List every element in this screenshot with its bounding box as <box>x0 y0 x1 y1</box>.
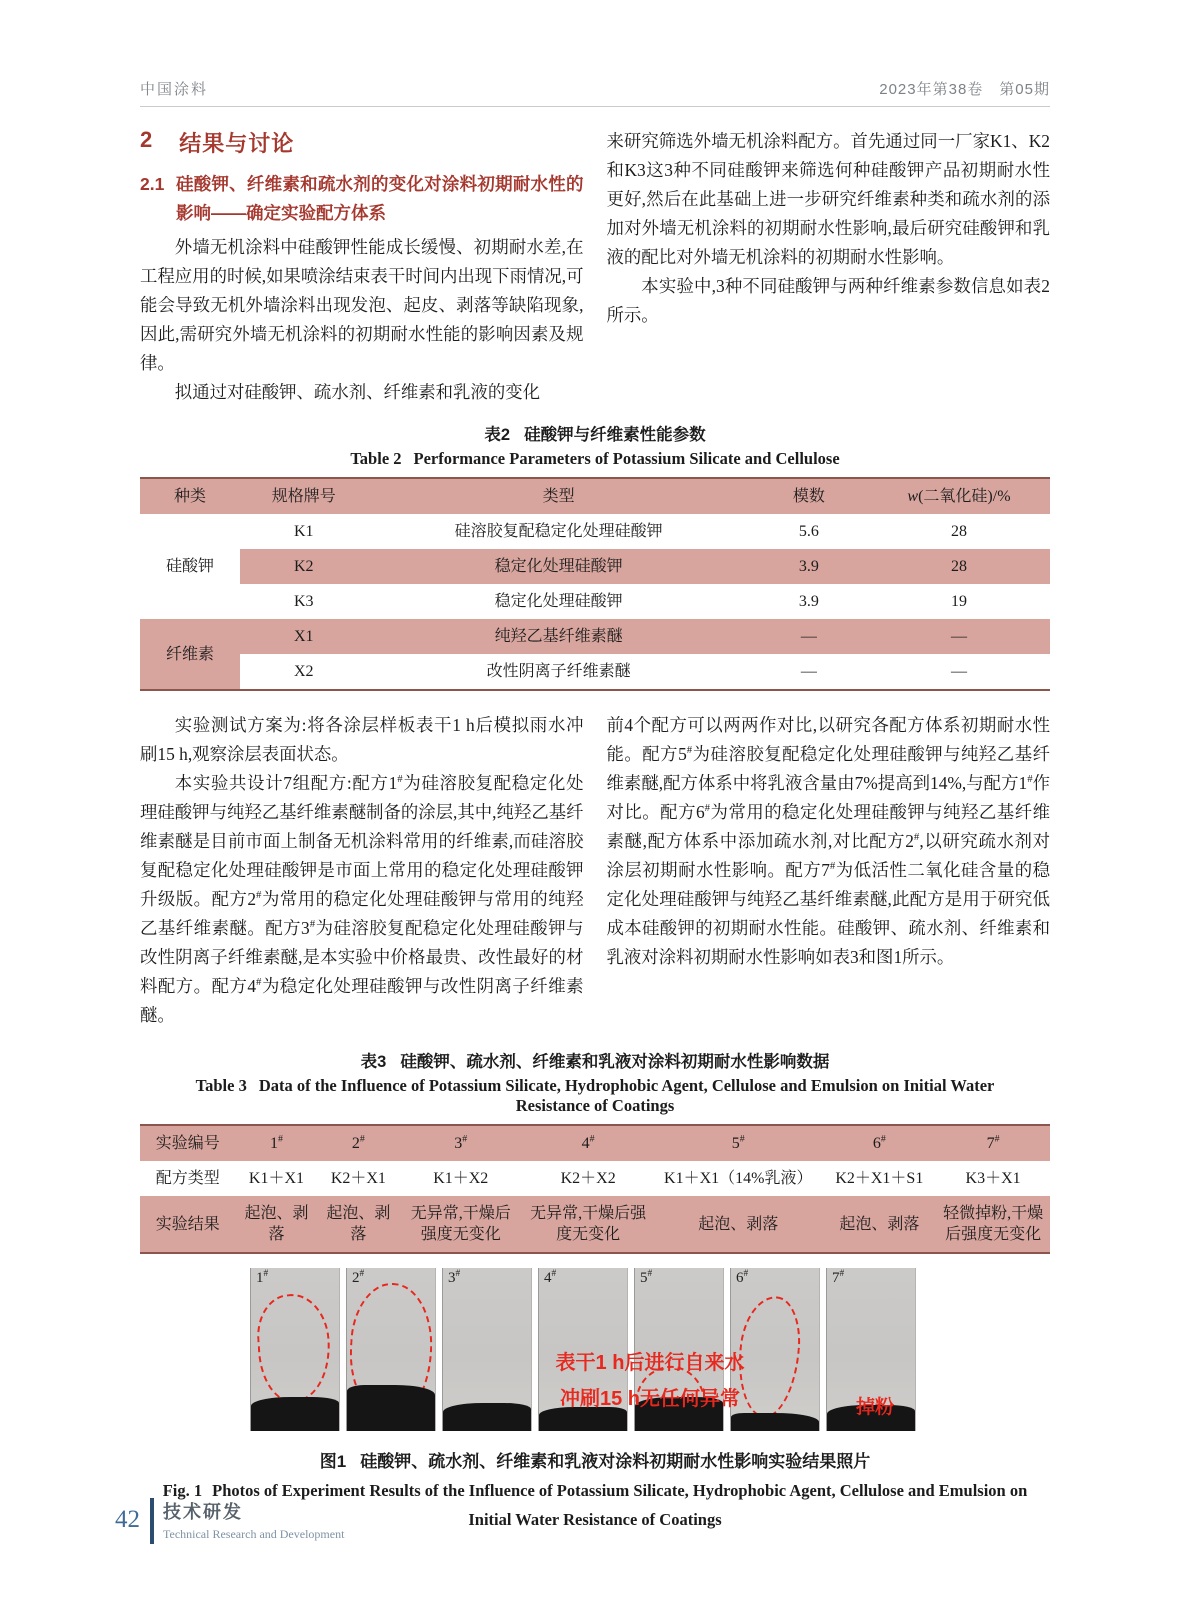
running-head <box>140 78 1050 99</box>
section-number: 2 <box>140 127 154 152</box>
paragraph: 拟通过对硅酸钾、疏水剂、纤维素和乳液的变化 <box>174 382 541 402</box>
table3-result-row <box>140 1196 1050 1253</box>
table2-header-cell <box>868 478 1050 514</box>
table-row <box>140 619 1050 654</box>
table2-header-w: w <box>907 488 919 505</box>
panel-label: 6# <box>736 1269 749 1286</box>
table-cell: 1# <box>270 1133 283 1152</box>
table-cell: 无异常,干燥后强度无变化 <box>530 1205 647 1243</box>
figure1-photos <box>250 1268 920 1431</box>
figure1-caption-text-en: Photos of Experiment Results of the Influence of Potassium Silicate, Hydrophobic Agent, Cellulose and Emulsion on Initial Water Resistance of Coatings <box>212 1481 1028 1529</box>
table3 <box>140 1124 1050 1254</box>
photo-panel-2 <box>346 1268 436 1431</box>
table-cell: 19 <box>950 593 967 610</box>
paragraph: 来研究筛选外墙无机涂料配方。首先通过同一厂家K1、K2和K3这3种不同硅酸钾来筛选何种硅酸钾产品初期耐水性更好,然后在此基础上进一步研究纤维素种类和疏水剂的添加对外墙无机涂料的初期耐水性影响,最后研究硅酸钾和乳液的配比对外墙无机涂料的初期耐水性影响。 <box>606 131 1050 267</box>
table2-header-rest: (二氧化硅)/% <box>918 488 1011 505</box>
table3-caption-label-en: Table 3 <box>195 1076 247 1095</box>
table-cell: — <box>868 619 1050 654</box>
subsection-title: 硅酸钾、纤维素和疏水剂的变化对涂料初期耐水性的影响——确定实验配方体系 <box>176 174 584 223</box>
table2 <box>140 477 1050 691</box>
panel-label: 4# <box>544 1269 557 1286</box>
figure1-caption-zh <box>140 1447 1050 1472</box>
panel-base <box>731 1413 819 1431</box>
table-cell: 2# <box>351 1133 365 1152</box>
figure-annotation-line1: 表干1 h后进行自来水 <box>555 1352 745 1374</box>
table3-row-label: 配方类型 <box>155 1170 220 1187</box>
paragraph: 本实验共设计7组配方:配方1#为硅溶胶复配稳定化处理硅酸钾与纯羟乙基纤维素醚制备的涂层,其中,纯羟乙基纤维素醚是目前市面上制备无机涂料常用的纤维素,而硅溶胶复配稳定化处理硅酸钾是市面上常用的稳定化处理硅酸钾升级版。配方2#为常用的稳定化处理硅酸钾与常用的纯羟乙基纤维素醚。配方3#为硅溶胶复配稳定化处理硅酸钾与改性阴离子纤维素醚,是本实验中价格最贵、改性最好的材料配方。配方4#为稳定化处理硅酸钾与改性阴离子纤维素醚。 <box>140 773 584 1025</box>
table3-caption-zh <box>140 1048 1050 1072</box>
table-cell: K1 <box>294 523 314 540</box>
table3-formula-row <box>140 1161 1050 1196</box>
figure1-caption-label-en: Fig. 1 <box>162 1481 203 1500</box>
table-cell: X2 <box>294 663 314 680</box>
text-block-1 <box>140 107 1050 407</box>
table2-group-silicate: 硅酸钾 <box>166 558 215 575</box>
table2-caption-en <box>140 449 1050 469</box>
column-left <box>140 107 584 407</box>
table3-caption-en <box>140 1076 1050 1116</box>
panel-base <box>347 1385 435 1431</box>
table-cell: K3＋X1 <box>965 1170 1021 1187</box>
table2-caption-text-en: Performance Parameters of Potassium Silicate and Cellulose <box>413 449 840 468</box>
paragraph: 外墙无机涂料中硅酸钾性能成长缓慢、初期耐水差,在工程应用的时候,如果喷涂结束表干时间内出现下雨情况,可能会导致无机外墙涂料出现发泡、起皮、剥落等缺陷现象,因此,需研究外墙无机涂料的初期耐水性能的影响因素及规律。 <box>140 237 584 373</box>
table-cell: K2＋X1 <box>330 1170 386 1187</box>
table-cell: 6# <box>872 1133 886 1152</box>
text-block-2 <box>140 711 1050 1030</box>
table2-caption-label-en: Table 2 <box>350 449 402 468</box>
table-cell: 7# <box>986 1133 1000 1152</box>
table-cell: — <box>950 663 967 680</box>
table-cell: K1＋X2 <box>433 1170 489 1187</box>
table-cell: — <box>750 619 868 654</box>
table3-caption-en-line2: Resistance of Coatings <box>515 1096 675 1115</box>
table-row <box>140 654 1050 690</box>
table3-id-row <box>140 1125 1050 1161</box>
column-right <box>607 107 1051 407</box>
table-cell: 硅溶胶复配稳定化处理硅酸钾 <box>454 523 663 540</box>
table-cell: X1 <box>240 619 367 654</box>
photo-panel-1 <box>250 1268 340 1431</box>
figure-annotation-chalking: 掉粉 <box>855 1397 894 1418</box>
panel-label: 3# <box>448 1269 461 1286</box>
page-number: 42 <box>115 1506 140 1533</box>
table-cell: 起泡、剥落 <box>698 1215 779 1233</box>
table-cell: 3# <box>454 1133 468 1152</box>
table-cell: K2 <box>240 549 367 584</box>
table2-block <box>140 421 1050 691</box>
table-cell: K1＋X1 <box>248 1170 305 1187</box>
table2-caption-label-zh: 表2 <box>484 426 511 444</box>
column-left <box>140 711 584 1030</box>
table-cell: 稳定化处理硅酸钾 <box>494 593 623 610</box>
footer-section <box>163 1498 344 1542</box>
table-row <box>140 584 1050 619</box>
table-cell: 纯羟乙基纤维素醚 <box>367 619 749 654</box>
table-cell: 起泡、剥落 <box>244 1205 309 1243</box>
subsection-number: 2.1 <box>140 174 165 194</box>
paragraph: 本实验中,3种不同硅酸钾与两种纤维素参数信息如表2所示。 <box>606 276 1050 325</box>
section-heading <box>140 127 584 158</box>
table-cell: 28 <box>950 523 967 540</box>
page-footer <box>115 1498 344 1544</box>
footer-section-zh: 技术研发 <box>163 1502 243 1522</box>
table-row <box>140 514 1050 549</box>
section-title: 结果与讨论 <box>179 131 295 156</box>
figure1-caption-text-zh: 硅酸钾、疏水剂、纤维素和乳液对涂料初期耐水性影响实验结果照片 <box>360 1452 871 1471</box>
panel-label: 1# <box>256 1269 269 1286</box>
table3-block <box>140 1048 1050 1254</box>
table-cell: — <box>800 663 817 680</box>
table2-header-cell: 模数 <box>792 488 825 505</box>
panel-label: 5# <box>640 1269 653 1286</box>
table-cell: 3.9 <box>750 549 868 584</box>
subsection-heading <box>140 170 584 227</box>
table3-row-label: 实验编号 <box>155 1135 220 1152</box>
defect-outline <box>254 1292 333 1405</box>
table2-group-cellulose: 纤维素 <box>140 619 240 690</box>
table-cell: 起泡、剥落 <box>839 1215 920 1233</box>
table3-row-label: 实验结果 <box>155 1215 220 1233</box>
table2-header-cell: 种类 <box>174 488 207 505</box>
panel-label: 7# <box>832 1269 845 1286</box>
table-cell: 改性阴离子纤维素醚 <box>486 663 631 680</box>
table-cell: 4# <box>581 1133 595 1152</box>
journal-name: 中国涂料 <box>140 81 209 98</box>
panel-base <box>251 1397 339 1431</box>
issue-info: 2023年第38卷 第05期 <box>879 81 1050 98</box>
table-row <box>140 549 1050 584</box>
table-cell: 轻微掉粉,干燥后强度无变化 <box>943 1205 1044 1243</box>
figure1-caption-label-zh: 图1 <box>319 1452 347 1471</box>
table-cell: 无异常,干燥后强度无变化 <box>410 1205 511 1243</box>
table3-caption-text-zh: 硅酸钾、疏水剂、纤维素和乳液对涂料初期耐水性影响数据 <box>400 1053 830 1071</box>
footer-section-en: Technical Research and Development <box>163 1527 345 1541</box>
table2-caption-text-zh: 硅酸钾与纤维素性能参数 <box>524 426 706 444</box>
table-cell: 5.6 <box>798 523 819 540</box>
table-cell: 3.9 <box>798 593 819 610</box>
table-cell: K2＋X1＋S1 <box>835 1170 924 1187</box>
figure-annotation-line2: 冲刷15 h无任何异常 <box>559 1388 741 1410</box>
table-cell: 稳定化处理硅酸钾 <box>367 549 749 584</box>
table2-caption-zh <box>140 421 1050 445</box>
table-cell: K1＋X1（14%乳液） <box>664 1170 813 1187</box>
column-right <box>607 711 1051 1030</box>
footer-bar <box>150 1498 154 1544</box>
table3-caption-label-zh: 表3 <box>360 1053 387 1071</box>
paragraph: 实验测试方案为:将各涂层样板表干1 h后模拟雨水冲刷15 h,观察涂层表面状态。 <box>140 715 584 764</box>
table2-header-row <box>140 478 1050 514</box>
table-cell: 28 <box>868 549 1050 584</box>
table-cell: 起泡、剥落 <box>326 1205 391 1243</box>
table3-caption-en-line1: Data of the Influence of Potassium Silicate, Hydrophobic Agent, Cellulose and Emulsion on Initial Water <box>258 1076 995 1095</box>
table-cell: K3 <box>294 593 314 610</box>
table2-header-cell: 类型 <box>542 488 575 505</box>
panel-label: 2# <box>352 1269 365 1286</box>
table2-header-cell: 规格牌号 <box>271 488 336 505</box>
table-cell: 5# <box>731 1133 745 1152</box>
paragraph: 前4个配方可以两两作对比,以研究各配方体系初期耐水性能。配方5#为硅溶胶复配稳定化处理硅酸钾与纯羟乙基纤维素醚,配方体系中将乳液含量由7%提高到14%,与配方1#作对比。配方6#为常用的稳定化处理硅酸钾与纯羟乙基纤维素醚,配方体系中添加疏水剂,对比配方2#,以研究疏水剂对涂层初期耐水性影响。配方7#为低活性二氧化硅含量的稳定化处理硅酸钾与纯羟乙基纤维素醚,此配方是用于研究低成本硅酸钾的初期耐水性能。硅酸钾、疏水剂、纤维素和乳液对涂料初期耐水性影响如表3和图1所示。 <box>606 715 1050 967</box>
table-cell: K2＋X2 <box>560 1170 616 1187</box>
